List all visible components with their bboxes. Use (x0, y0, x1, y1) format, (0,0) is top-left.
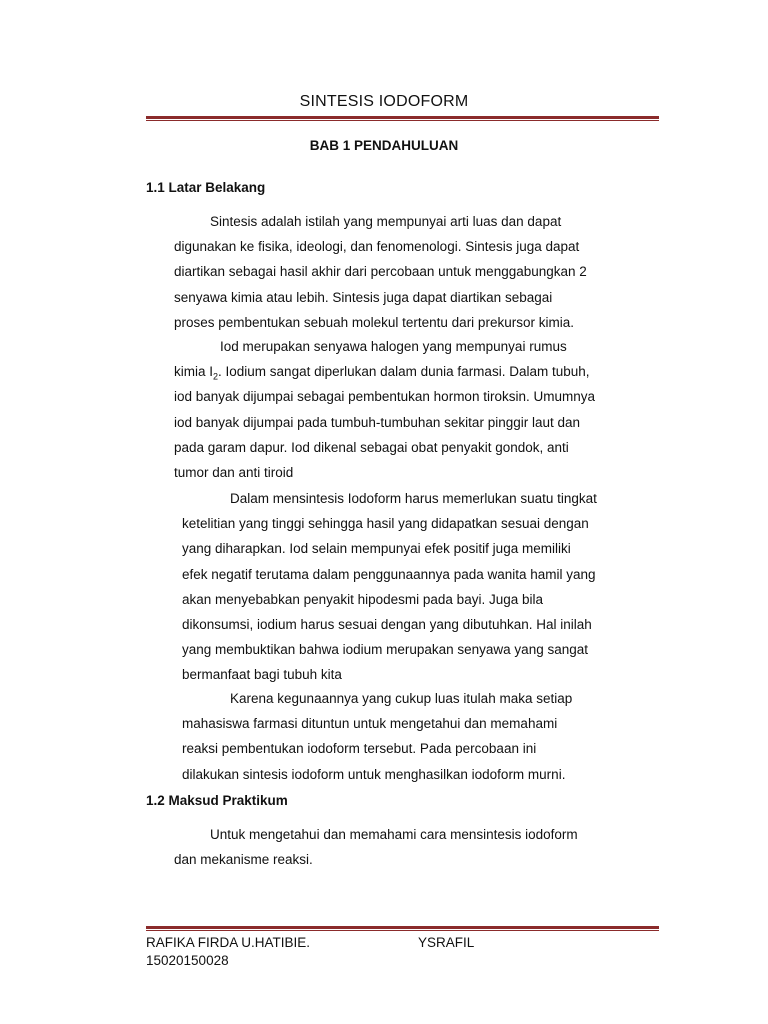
paragraph-line: yang diharapkan. Iod selain mempunyai efek positif juga memiliki (182, 541, 571, 557)
footer-author-name: RAFIKA FIRDA U.HATIBIE. (146, 935, 311, 950)
paragraph-line: proses pembentukan sebuah molekul tertentu dari prekursor kimia. (174, 314, 574, 330)
paragraph-line-formula (174, 359, 595, 384)
paragraph-kegunaan (182, 686, 572, 787)
section-heading-latar-belakang: 1.1 Latar Belakang (146, 180, 266, 195)
paragraph-mensintesis (182, 486, 597, 688)
paragraph-line: reaksi pembentukan iodoform tersebut. Pada percobaan ini (182, 741, 537, 757)
paragraph-line: Iod merupakan senyawa halogen yang mempunyai rumus (220, 339, 567, 354)
footer-student-id: 15020150028 (146, 953, 229, 968)
paragraph-line: diartikan sebagai hasil akhir dari percobaan untuk menggabungkan 2 (174, 264, 587, 280)
paragraph-line: dilakukan sintesis iodoform untuk menghasilkan iodoform murni. (182, 766, 566, 782)
paragraph-line: akan menyebabkan penyakit hipodesmi pada bayi. Juga bila (182, 591, 543, 607)
chapter-heading: BAB 1 PENDAHULUAN (309, 138, 459, 153)
paragraph-line: dan mekanisme reaksi. (174, 852, 313, 868)
paragraph-iod (174, 334, 595, 485)
document-title: SINTESIS IODOFORM (299, 93, 469, 110)
paragraph-line: Sintesis adalah istilah yang mempunyai arti luas dan dapat (210, 214, 562, 229)
paragraph-line: Untuk mengetahui dan memahami cara mensintesis iodoform (210, 827, 578, 842)
paragraph-line: yang membuktikan bahwa iodium merupakan senyawa yang sangat (182, 642, 588, 658)
footer-rule (146, 926, 659, 931)
paragraph-line: Dalam mensintesis Iodoform harus memerlukan suatu tingkat (230, 491, 597, 506)
paragraph-line: iod banyak dijumpai pada tumbuh-tumbuhan sekitar pinggir laut dan (174, 414, 581, 430)
paragraph-line: senyawa kimia atau lebih. Sintesis juga dapat diartikan sebagai (174, 289, 553, 305)
paragraph-line: digunakan ke fisika, ideologi, dan fenomenologi. Sintesis juga dapat (174, 239, 580, 255)
paragraph-line: mahasiswa farmasi dituntun untuk mengetahui dan memahami (182, 716, 558, 732)
paragraph-maksud (174, 822, 578, 872)
section-heading-maksud-praktikum: 1.2 Maksud Praktikum (146, 793, 288, 808)
paragraph-line: Karena kegunaannya yang cukup luas itulah maka setiap (230, 691, 573, 706)
paragraph-line: iod banyak dijumpai sebagai pembentukan hormon tiroksin. Umumnya (174, 389, 595, 405)
paragraph-line: tumor dan anti tiroid (174, 465, 294, 481)
paragraph-line: dikonsumsi, iodium harus sesuai dengan yang dibutuhkan. Hal inilah (182, 617, 592, 633)
formula-subscript: 2 (213, 371, 219, 382)
paragraph-line: bermanfaat bagi tubuh kita (182, 667, 342, 683)
formula-tail: . Iodium sangat diperlukan dalam dunia farmasi. Dalam tubuh, (218, 364, 590, 380)
header-rule (146, 116, 659, 121)
paragraph-line: ketelitian yang tinggi sehingga hasil yang didapatkan sesuai dengan (182, 516, 589, 532)
paragraph-line: efek negatif terutama dalam penggunaannya pada wanita hamil yang (182, 566, 596, 582)
paragraph-line: pada garam dapur. Iod dikenal sebagai obat penyakit gondok, anti (174, 439, 569, 455)
footer-assistant-name: YSRAFIL (418, 935, 475, 950)
formula-text: kimia I (174, 364, 214, 380)
paragraph-sintesis (174, 209, 587, 335)
